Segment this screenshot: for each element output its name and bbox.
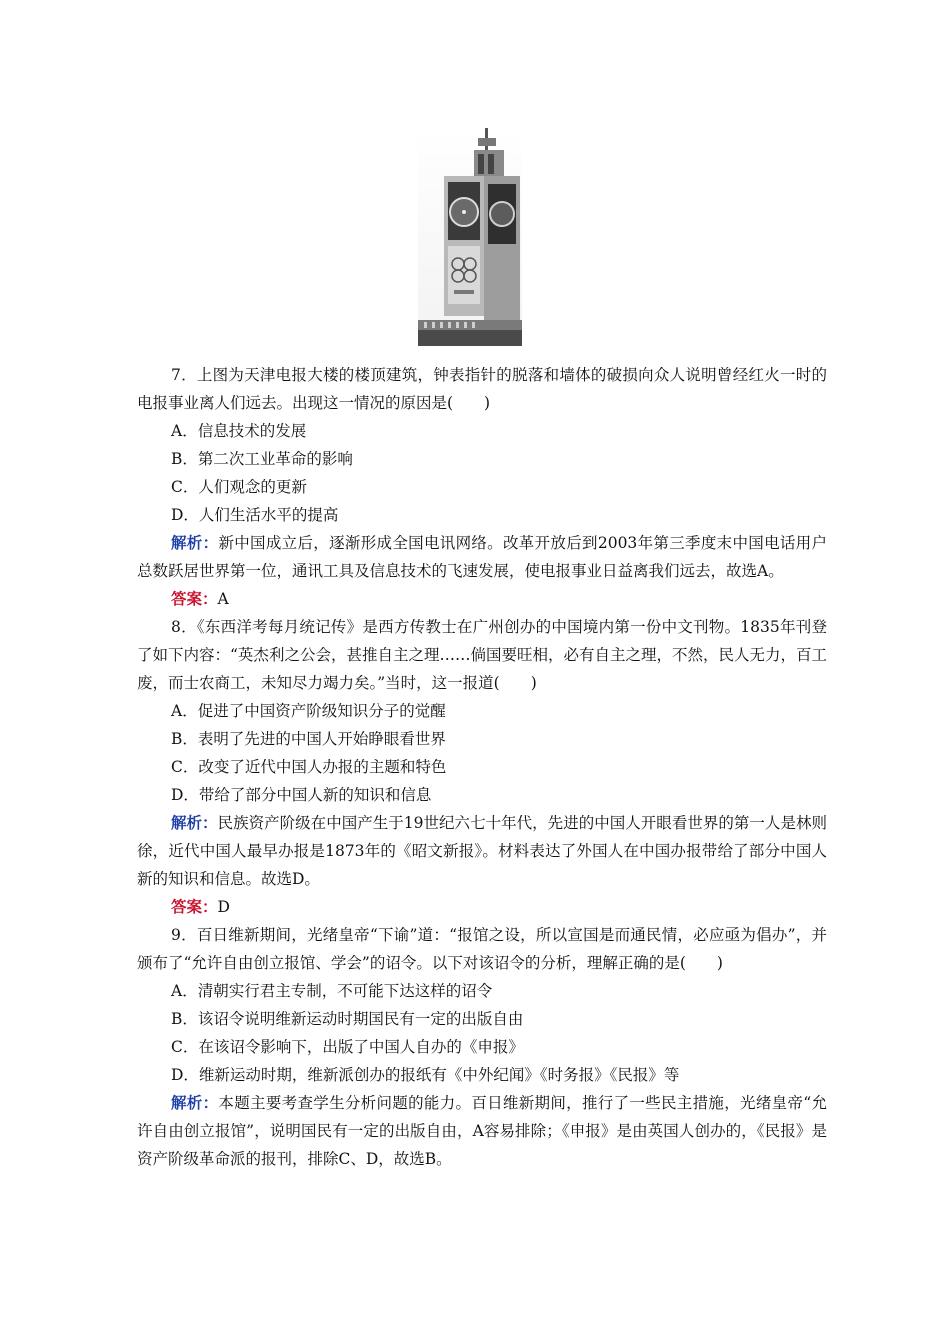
- question-8-analysis: [137, 809, 827, 893]
- question-7-option-a: A．信息技术的发展: [171, 422, 307, 440]
- question-7-answer: [137, 585, 827, 613]
- analysis-text: 民族资产阶级在中国产生于19世纪六七十年代，先进的中国人开眼看世界的第一人是林则徐，近代中国人最早办报是1873年的《昭文新报》。材料表达了外国人在中国办报带给了部分中国人新的知识和信息。故选D。: [137, 814, 827, 888]
- question-9-stem: 9．百日维新期间，光绪皇帝“下谕”道：“报馆之设，所以宣国是而通民情，必应亟为倡办”，并颁布了“允许自由创立报馆、学会”的诏令。以下对该诏令的分析，理解正确的是( ): [137, 926, 827, 972]
- question-8-answer: [137, 893, 827, 921]
- question-9-option-d: D．维新运动时期，维新派创办的报纸有《中外纪闻》《时务报》《民报》等: [171, 1066, 680, 1084]
- question-7-option-b: B．第二次工业革命的影响: [171, 450, 353, 468]
- question-8-stem: 8．《东西洋考每月统记传》是西方传教士在广州创办的中国境内第一份中文刊物。1835年刊登了如下内容：“英杰利之公会，甚推自主之理……倘国要旺相，必有自主之理，不然，民人无力，百工废，而士农商工，未知尽力竭力矣。”当时，这一报道( ): [137, 618, 827, 692]
- telegraph-building-photo: [418, 128, 522, 346]
- question-7-analysis: [137, 529, 827, 585]
- analysis-text: 新中国成立后，逐渐形成全国电讯网络。改革开放后到2003年第三季度末中国电话用户总数跃居世界第一位，通讯工具及信息技术的飞速发展，使电报事业日益离我们远去，故选A。: [137, 534, 827, 580]
- answer-value: A: [217, 590, 229, 608]
- analysis-label: 解析：: [171, 813, 218, 832]
- question-9-option-c: C．在该诏令影响下，出版了中国人自办的《申报》: [171, 1038, 524, 1056]
- question-7-option-d: D．人们生活水平的提高: [171, 506, 339, 524]
- answer-label: 答案：: [171, 589, 218, 608]
- question-7-option-c: C．人们观念的更新: [171, 478, 307, 496]
- question-8-option-b: B．表明了先进的中国人开始睁眼看世界: [171, 730, 446, 748]
- analysis-label: 解析：: [171, 1093, 219, 1112]
- question-7-stem: 7．上图为天津电报大楼的楼顶建筑，钟表指针的脱落和墙体的破损向众人说明曾经红火一时的电报事业离人们远去。出现这一情况的原因是( ): [137, 366, 827, 412]
- question-8-option-a: A．促进了中国资产阶级知识分子的觉醒: [171, 702, 446, 720]
- analysis-text: 本题主要考查学生分析问题的能力。百日维新期间，推行了一些民主措施，光绪皇帝“允许自由创立报馆”，说明国民有一定的出版自由，A容易排除；《申报》是由英国人创办的，《民报》是资产阶级革命派的报刊，排除C、D，故选B。: [137, 1094, 827, 1168]
- question-list: [137, 361, 827, 1173]
- answer-value: D: [217, 898, 230, 916]
- question-8-option-d: D．带给了部分中国人新的知识和信息: [171, 786, 432, 804]
- question-9-option-b: B．该诏令说明维新运动时期国民有一定的出版自由: [171, 1010, 524, 1028]
- question-9-option-a: A．清朝实行君主专制，不可能下达这样的诏令: [171, 982, 493, 1000]
- question-9-analysis: [137, 1089, 827, 1173]
- answer-label: 答案：: [171, 897, 218, 916]
- analysis-label: 解析：: [171, 533, 219, 552]
- question-8-option-c: C．改变了近代中国人办报的主题和特色: [171, 758, 447, 776]
